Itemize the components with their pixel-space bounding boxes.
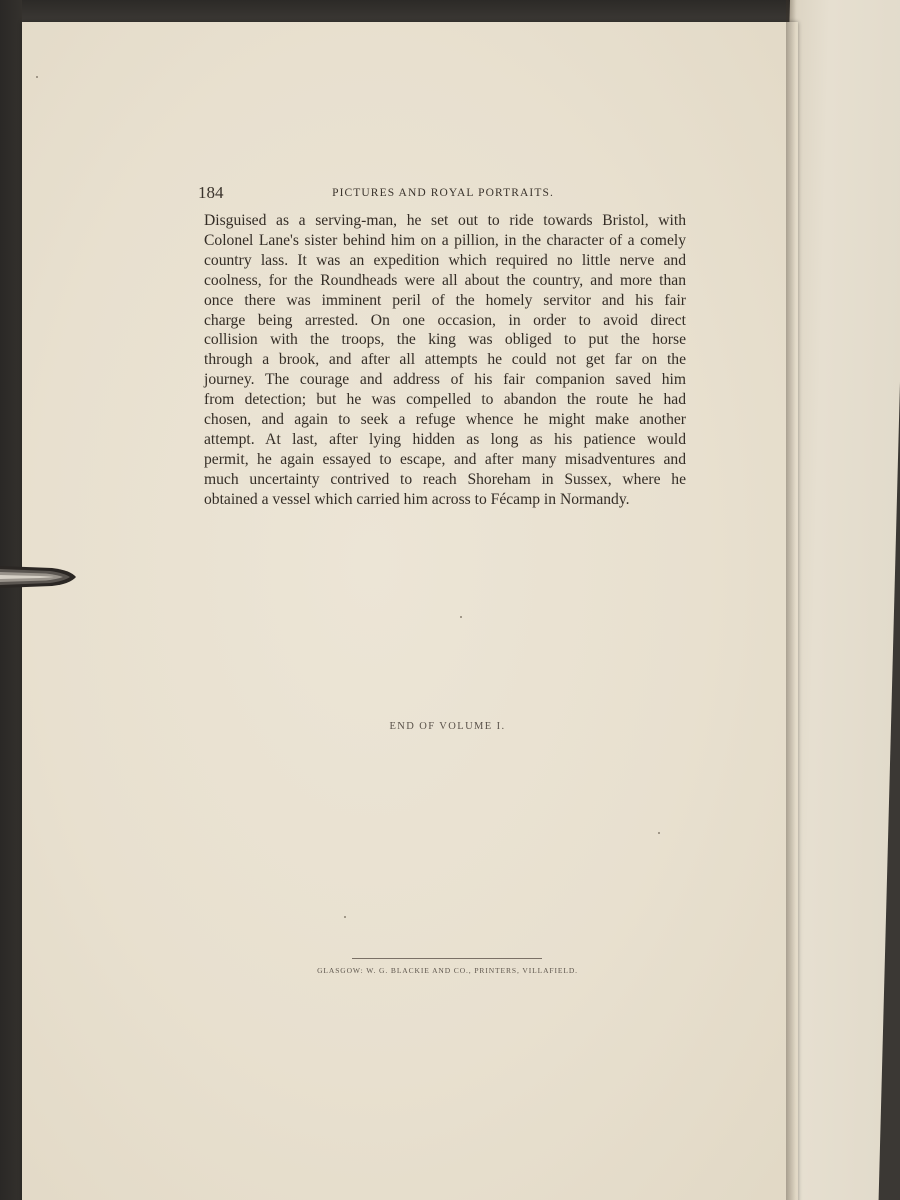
printer-imprint: GLASGOW: W. G. BLACKIE AND CO., PRINTERS, VILLAFIELD. (317, 966, 578, 975)
page-header (198, 183, 688, 207)
paper-speck (344, 916, 346, 918)
bookmark-ribbon-icon (0, 560, 78, 594)
text-line: coolness, for the Roundheads were all about the country, and more than (204, 271, 686, 289)
text-line: charge being arrested. On one occasion, in order to avoid direct (204, 311, 686, 329)
page-gutter-shadow (786, 0, 796, 1200)
paper-speck (460, 616, 462, 618)
paper-speck (658, 832, 660, 834)
text-line: permit, he again essayed to escape, and after many misadventures and (204, 450, 686, 468)
running-title: PICTURES AND ROYAL PORTRAITS. (332, 187, 554, 199)
body-paragraph (204, 211, 686, 510)
text-line: chosen, and again to seek a refuge whence he might make another (204, 411, 686, 429)
text-line: Disguised as a serving-man, he set out to ride towards Bristol, with (204, 212, 686, 229)
text-line: attempt. At last, after lying hidden as long as his patience would (204, 430, 686, 448)
imprint-divider (352, 958, 542, 959)
text-line: Colonel Lane's sister behind him on a pillion, in the character of a comely (204, 231, 686, 249)
text-line: much uncertainty contrived to reach Shoreham in Sussex, where he (204, 470, 686, 488)
paper-speck (36, 76, 38, 78)
page-number: 184 (198, 183, 224, 202)
end-of-volume-note: END OF VOLUME I. (389, 721, 506, 732)
text-line: once there was imminent peril of the homely servitor and his fair (204, 291, 686, 309)
text-line: country lass. It was an expedition which required no little nerve and (204, 251, 686, 269)
text-line: obtained a vessel which carried him across to Fécamp in Normandy. (204, 490, 630, 508)
text-line: from detection; but he was compelled to abandon the route he had (204, 391, 686, 409)
text-line: journey. The courage and address of his fair companion saved him (204, 371, 686, 389)
text-line: collision with the troops, the king was obliged to put the horse (204, 331, 686, 349)
page-top-edge (22, 0, 822, 24)
text-line: through a brook, and after all attempts he could not get far on the (204, 351, 686, 369)
